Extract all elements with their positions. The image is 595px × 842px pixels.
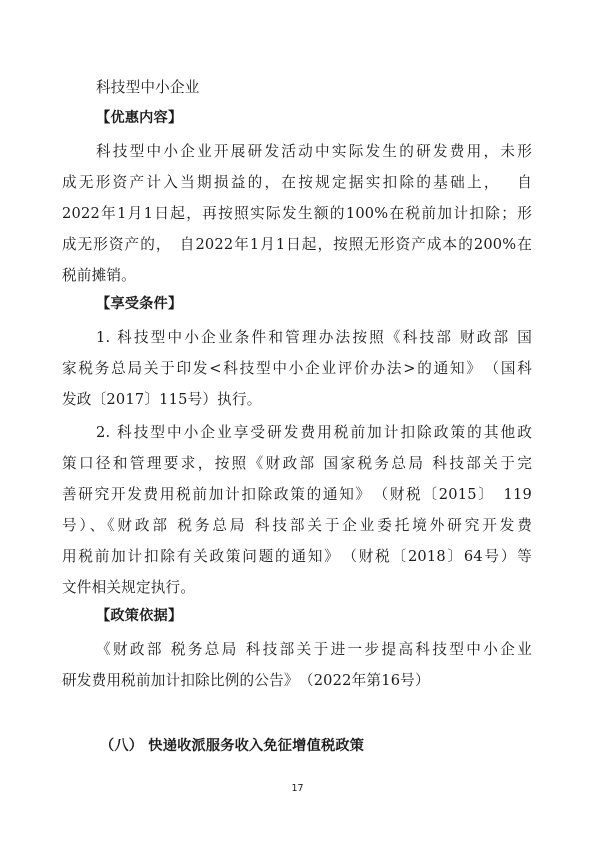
benefit-line: 科技型中小企业开展研发活动中实际发生的研发费用，未形 — [96, 143, 532, 160]
heading-condition: 【享受条件】 — [96, 296, 183, 312]
benefit-line: 成无形资产的， 自2022年1月1日起，按照无形资产成本的200%在 — [62, 236, 532, 253]
heading-benefit: 【优惠内容】 — [96, 110, 183, 126]
condition-line: 用税前加计扣除有关政策问题的通知》 （财税〔2018〕64号）等 — [62, 548, 532, 565]
basis-line: 研发费用税前加计扣除比例的公告》 （2022年第16号） — [62, 672, 430, 689]
condition-line: 2. 科技型中小企业享受研发费用税前加计扣除政策的其他政 — [96, 424, 532, 441]
condition-line: 1. 科技型中小企业条件和管理办法按照《科技部 财政部 国 — [96, 329, 532, 346]
section-title: （八） 快递收派服务收入免征增值税政策 — [100, 738, 365, 754]
topic-line: 科技型中小企业 — [96, 79, 200, 96]
condition-line: 策口径和管理要求，按照《财政部 国家税务总局 科技部关于完 — [62, 455, 532, 472]
benefit-line: 成无形资产计入当期损益的，在按规定据实扣除的基础上， 自 — [62, 174, 532, 191]
benefit-line: 2022年1月1日起，再按照实际发生额的100%在税前加计扣除；形 — [62, 205, 532, 222]
benefit-line: 税前摊销。 — [62, 267, 136, 284]
condition-line: 文件相关规定执行。 — [62, 579, 196, 596]
heading-basis: 【政策依据】 — [96, 608, 183, 624]
condition-line: 善研究开发费用税前加计扣除政策的通知》 （财税〔2015〕 119 — [62, 486, 532, 503]
page-number: 17 — [291, 783, 304, 794]
condition-line: 号）、《财政部 税务总局 科技部关于企业委托境外研究开发费 — [62, 517, 532, 534]
condition-line: 发政〔2017〕115号）执行。 — [62, 391, 262, 408]
condition-line: 家税务总局关于印发<科技型中小企业评价办法>的通知》 （国科 — [62, 360, 532, 377]
basis-line: 《财政部 税务总局 科技部关于进一步提高科技型中小企业 — [96, 641, 532, 658]
